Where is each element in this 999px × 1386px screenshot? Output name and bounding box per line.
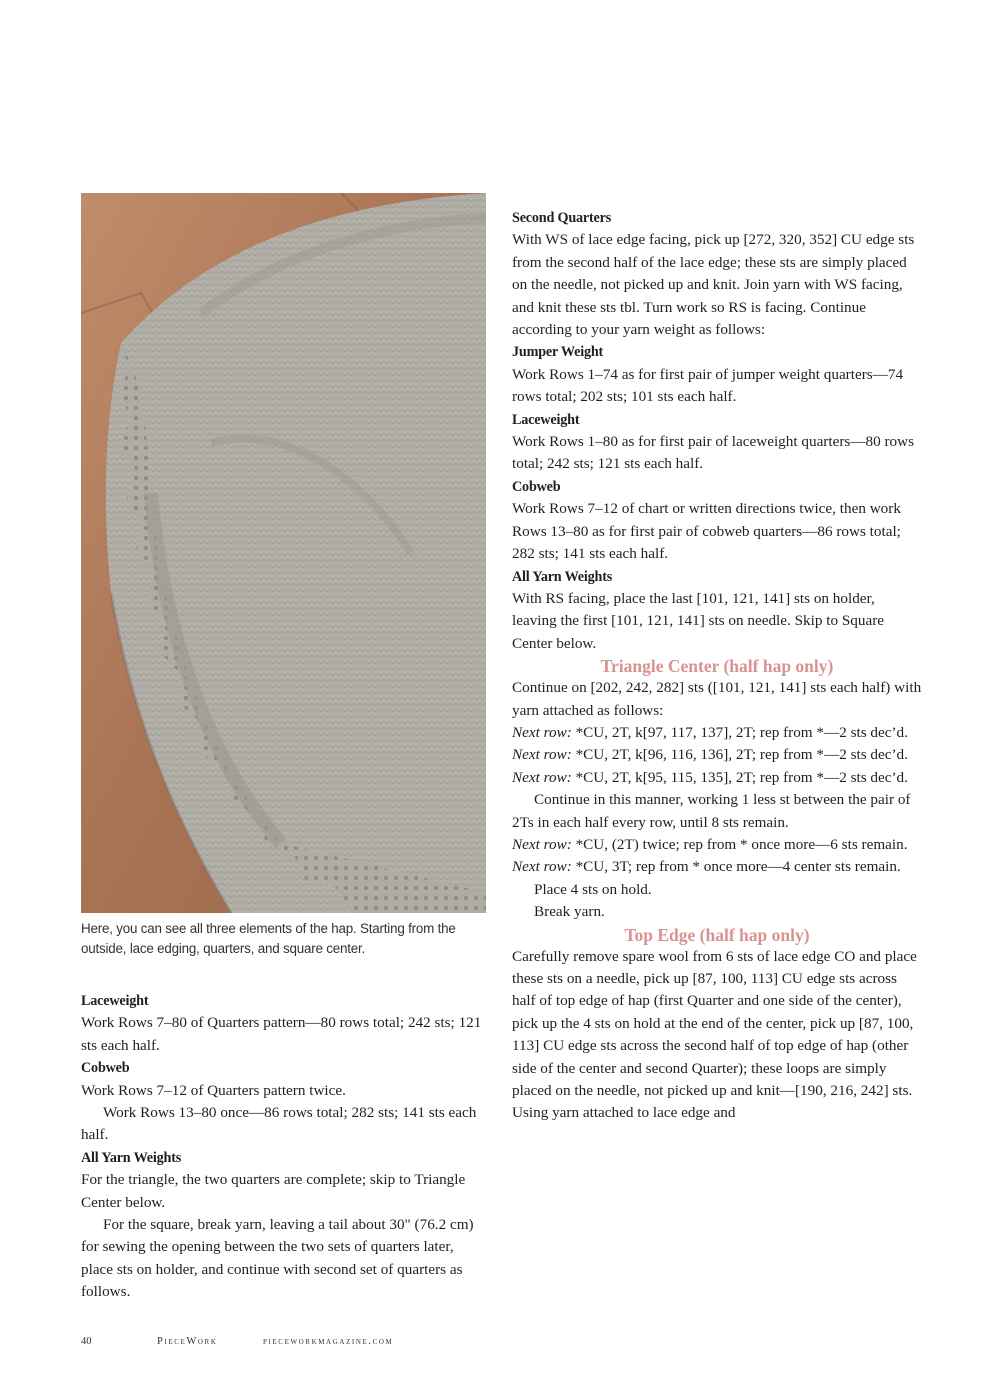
next-row-5 bbox=[512, 856, 922, 901]
all-yarn-heading: All Yarn Weights bbox=[81, 1149, 182, 1166]
break-yarn-text: Break yarn. bbox=[534, 903, 605, 921]
next-row-1 bbox=[512, 722, 922, 744]
all-yarn-text-2: For the square, break yarn, leaving a tail about 30" (76.2 cm) for sewing the opening between the two sets of quarters later, place sts on holder, and continue with second set of quarters as follows. bbox=[81, 1216, 474, 1301]
triangle-center-heading: Triangle Center (half hap only) bbox=[600, 656, 834, 677]
next-row-2-text: *CU, 2T, k[96, 116, 136], 2T; rep from *—2 sts dec’d. bbox=[571, 746, 908, 764]
next-row-label: Next row: bbox=[512, 746, 572, 764]
laceweight-text-right: Work Rows 1–80 as for first pair of laceweight quarters—80 rows total; 242 sts; 121 sts each half. bbox=[512, 433, 914, 473]
cobweb-heading-right: Cobweb bbox=[512, 478, 561, 495]
next-row-label: Next row: bbox=[512, 858, 572, 876]
next-row-1-text: *CU, 2T, k[97, 117, 137], 2T; rep from *—2 sts dec’d. bbox=[571, 723, 908, 741]
jumper-weight-heading: Jumper Weight bbox=[512, 344, 604, 361]
magazine-name: PieceWork bbox=[157, 1336, 218, 1347]
website-url: pieceworkmagazine.com bbox=[263, 1336, 394, 1347]
shawl-illustration bbox=[81, 193, 486, 913]
triangle-intro: Continue on [202, 242, 282] sts ([101, 121, 141] sts each half) with yarn attached as follows: bbox=[512, 679, 922, 719]
laceweight-text: Work Rows 7–80 of Quarters pattern—80 rows total; 242 sts; 121 sts each half. bbox=[81, 1014, 482, 1054]
next-row-3-text: *CU, 2T, k[95, 115, 135], 2T; rep from *—2 sts dec’d. bbox=[571, 768, 908, 786]
second-quarters-heading: Second Quarters bbox=[512, 210, 612, 226]
next-row-label: Next row: bbox=[512, 768, 572, 786]
photo-caption: Here, you can see all three elements of the hap. Starting from the outside, lace edging, quarters, and square center. bbox=[81, 921, 456, 956]
next-row-3 bbox=[512, 767, 922, 789]
page-number: 40 bbox=[81, 1336, 92, 1347]
cobweb-text-1: Work Rows 7–12 of Quarters pattern twice. bbox=[81, 1081, 346, 1099]
all-yarn-text-1: For the triangle, the two quarters are complete; skip to Triangle Center below. bbox=[81, 1171, 466, 1211]
laceweight-heading-right: Laceweight bbox=[512, 411, 580, 428]
left-text-column bbox=[81, 990, 486, 1304]
next-row-label: Next row: bbox=[512, 835, 572, 853]
top-edge-text: Carefully remove spare wool from 6 sts of lace edge CO and place these sts on a needle, pick up [87, 100, 113] CU edge sts across half of top edge of hap (first Quarter and one side of the center), pick up the 4 sts on hold at the end of the center, pick up [87, 100, 113] CU edge sts across the second half of top edge of hap (other side of the center and second Quarter); these loops are simply placed on the needle, not picked up and knit—[190, 216, 242] sts. Using yarn attached to lace edge and bbox=[512, 947, 917, 1122]
next-row-label: Next row: bbox=[512, 723, 572, 741]
hap-shawl-photo bbox=[81, 193, 486, 913]
cobweb-text-right: Work Rows 7–12 of chart or written directions twice, then work Rows 13–80 as for first pair of cobweb quarters—86 rows total; 282 sts; 141 sts each half. bbox=[512, 500, 901, 563]
jumper-weight-text: Work Rows 1–74 as for first pair of jumper weight quarters—74 rows total; 202 sts; 101 sts each half. bbox=[512, 365, 904, 406]
next-row-5-text: *CU, 3T; rep from * once more—4 center sts remain. Place 4 sts on hold. bbox=[534, 858, 901, 898]
top-edge-heading: Top Edge (half hap only) bbox=[624, 924, 810, 945]
cobweb-text-2: Work Rows 13–80 once—86 rows total; 282 sts; 141 sts each half. bbox=[81, 1104, 477, 1144]
next-row-4 bbox=[512, 834, 922, 856]
next-row-2 bbox=[512, 744, 922, 766]
laceweight-heading: Laceweight bbox=[81, 993, 149, 1009]
all-yarn-text-right: With RS facing, place the last [101, 121, 141] sts on holder, leaving the first [101, 121, 141] sts on needle. Skip to Square Center below. bbox=[512, 589, 885, 652]
second-quarters-text: With WS of lace edge facing, pick up [272, 320, 352] CU edge sts from the second half of the lace edge; these sts are simply placed on the needle, not picked up and knit. Join yarn with WS facing, and knit these sts tbl. Turn work so RS is facing. Continue according to your yarn weight as follows: bbox=[512, 231, 915, 339]
all-yarn-heading-right: All Yarn Weights bbox=[512, 568, 613, 585]
next-row-4-text: *CU, (2T) twice; rep from * once more—6 sts remain. bbox=[571, 835, 908, 853]
continue-text: Continue in this manner, working 1 less st between the pair of 2Ts in each half every row, until 8 sts remain. bbox=[512, 791, 911, 831]
cobweb-heading: Cobweb bbox=[81, 1060, 130, 1077]
right-text-column bbox=[512, 207, 922, 1125]
